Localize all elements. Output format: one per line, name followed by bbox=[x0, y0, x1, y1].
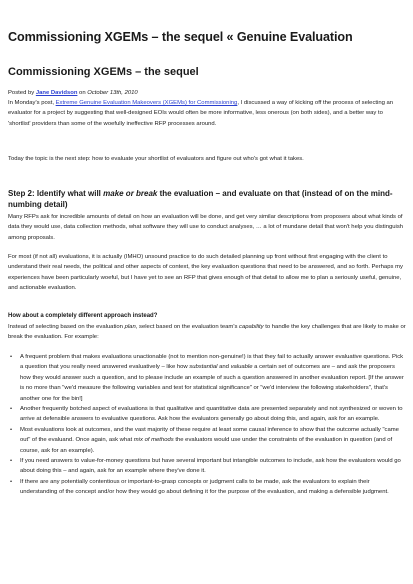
bullet-italic: valuable bbox=[230, 364, 253, 371]
bullet-icon: • bbox=[10, 426, 13, 433]
intro-paragraph bbox=[8, 98, 406, 129]
bullet-text: A frequent problem that makes evaluations unactionable (not to mention non-genuine!) is that they fail to actually answer evaluative questions. Pick a question that you really need answered evaluatively – like how bbox=[20, 354, 404, 371]
bullet-icon: • bbox=[10, 478, 13, 485]
list-item bbox=[8, 425, 406, 456]
bullet-text: and bbox=[217, 364, 231, 371]
bullet-text: the evaluators would use under the constraints of the evaluation in question (and of course, ask for an example). bbox=[20, 437, 393, 454]
list-item bbox=[8, 352, 406, 404]
posted-by-label: Posted by bbox=[8, 90, 36, 96]
document-title: Commissioning XGEMs – the sequel « Genuine Evaluation bbox=[8, 30, 353, 44]
step-heading-part1: Step 2: Identify what will bbox=[8, 189, 104, 198]
intro-text-start: In Monday's post, bbox=[8, 100, 56, 106]
post-title: Commissioning XGEMs – the sequel bbox=[8, 66, 199, 78]
list-item bbox=[8, 404, 406, 425]
para3-b: , select based on the evaluation team's bbox=[135, 324, 240, 330]
step-heading-italic: make or break bbox=[103, 189, 158, 198]
para3-capability: capability bbox=[239, 324, 264, 330]
list-item bbox=[8, 477, 406, 498]
list-item bbox=[8, 456, 406, 477]
topic-paragraph: Today the topic is the next step: how to evaluate your shortlist of evaluators and figure out who's got what it takes. bbox=[8, 156, 304, 162]
para3-a: Instead of selecting based on the evaluation bbox=[8, 324, 125, 330]
bullet-list bbox=[8, 352, 406, 498]
step-heading-part2: the evaluation – and evaluate on that (instead of on the mind-numbing detail) bbox=[8, 189, 393, 209]
paragraph-capability bbox=[8, 322, 406, 343]
para3-plan: plan bbox=[124, 324, 136, 330]
post-meta bbox=[8, 88, 406, 98]
bullet-italic: mix of methods bbox=[133, 437, 174, 444]
xgems-post-link[interactable]: Extreme Genuine Evaluation Makeovers (XGEMs) for Commissioning bbox=[55, 100, 238, 106]
post-date: October 13th, 2010 bbox=[87, 90, 138, 96]
step-heading bbox=[8, 188, 406, 210]
bullet-icon: • bbox=[10, 458, 13, 465]
subheading-approach: How about a completely different approach instead? bbox=[8, 313, 158, 319]
paragraph-detail: Many RFPs ask for incredible amounts of detail on how an evaluation will be done, and get very similar descriptions from proposers about what kinds of data they would use, data collection methods, what software they will use to conduct analyses, … a lot of mundane detail that won't help you distinguish among proposals. bbox=[8, 214, 404, 241]
bullet-text: Most evaluations look at outcomes, and the vast majority of these require at least some causal inference to show that the outcome actually "came out" of the evaluand. Once again, ask what bbox=[20, 426, 399, 444]
bullet-text: Another frequently botched aspect of evaluations is that qualitative and quantitative data are presented separately and not synthesized or woven to arrive at defensible answers to evaluative questions. Ask how the evaluators generally go about doing this, and again, ask for an example. bbox=[20, 406, 403, 423]
intro-text-end: , I discussed a way of kicking off the process of selecting an evaluator for a project by suggesting that well-designed EOIs would often be more informative, less onerous (on both sides), and a better way to 'shortlist' providers than some of the woefully ineffective RFP processes around. bbox=[8, 100, 394, 127]
bullet-icon: • bbox=[10, 406, 13, 413]
date-prefix: on bbox=[77, 90, 88, 96]
bullet-text: a certain set of outcomes are – and ask the proposers how they would answer such a question, and to please include an example of such a question answered in another evaluation report. [If the answer is no more than "we'd measure the following variables and test for statistical significance" or "we'd interview the following stakeholders", that's another one for the bin!] bbox=[20, 364, 404, 402]
bullet-italic: substantial bbox=[189, 364, 218, 371]
para3-c: to handle the key challenges that are likely to make or break the evaluation. For example: bbox=[8, 324, 406, 341]
paragraph-planning: For most (if not all) evaluations, it is actually (IMHO) unsound practice to do such detailed planning up front without first engaging with the client to understand their real needs, the political and other aspects of context, the key evaluation questions that need to be answered, and so forth. Perhaps my experiences have been particularly woeful, but I have yet to see an RFP that gives enough of that detail to allow me to plan a seriously useful, genuine, and actionable evaluation. bbox=[8, 254, 403, 292]
bullet-text: If there are any potentially contentious or important-to-grasp concepts or judgment calls to be made, ask the evaluators to explain their understanding of the concept and/or how they would go about defining it for the purpose of the evaluation, and making a defensible judgment. bbox=[20, 478, 389, 496]
bullet-icon: • bbox=[10, 354, 13, 360]
bullet-text: If you need answers to value-for-money questions but have several important but intangible outcomes to include, ask how the evaluators would go about doing this – and again, ask for an example where they've done it. bbox=[20, 458, 401, 475]
author-link[interactable]: Jane Davidson bbox=[35, 90, 78, 96]
